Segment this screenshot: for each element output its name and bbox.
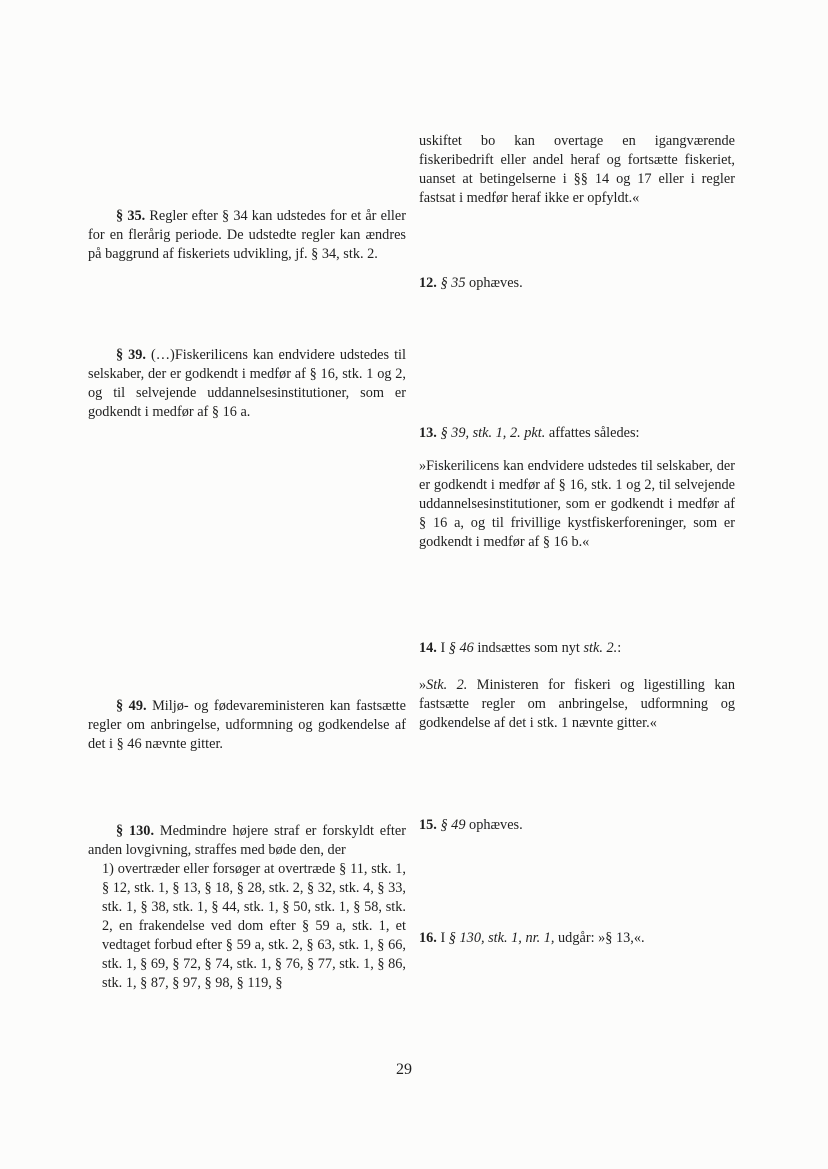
- item-number: 12.: [419, 275, 437, 291]
- section-130: [88, 822, 406, 993]
- item-number: 13.: [419, 425, 437, 441]
- item-reference: § 130, stk. 1, nr. 1,: [448, 930, 555, 946]
- item-text: udgår: »§ 13,«.: [554, 930, 645, 946]
- section-label: § 49.: [116, 698, 147, 714]
- amendment-continuation: [419, 132, 735, 208]
- section-label: § 39.: [116, 347, 147, 363]
- item-number: 14.: [419, 640, 437, 656]
- section-text: Miljø- og fødevareministeren kan fastsætte regler om anbringelse, udformning og godkendelse af det i § 46 nævnte gitter.: [88, 698, 406, 752]
- item-reference: § 39, stk. 1, 2. pkt.: [440, 425, 546, 441]
- section-text: Regler efter § 34 kan udstedes for et år eller for en flerårig periode. De udstedte regler kan ændres på baggrund af fiskeriets udvikling, jf. § 34, stk. 2.: [88, 208, 407, 262]
- section-label: § 35.: [116, 208, 146, 224]
- item-reference: § 35: [440, 275, 466, 291]
- section-39: [88, 346, 406, 422]
- amendment-13-quote: »Fiskerilicens kan endvidere udstedes til selskaber, der er godkendt i medfør af § 16, stk. 1 og 2, til selvejende uddannelsesinstitutioner, som er godkendt i medfør af § 16 a, og til frivillige kystfiskerforeninger, som er godkendt i medfør af § 16 b.«: [419, 458, 735, 550]
- section-text: (…)Fiskerilicens kan endvidere udstedes til selskaber, der er godkendt i medfør af § 16, stk. 1 og 2, og til selvejende uddannelsesinstitutioner, som er godkendt i medfør af § 16 a.: [88, 347, 406, 420]
- amendment-14: 14. I § 46 indsættes som nyt stk. 2.: »Stk. 2. Ministeren for fiskeri og ligestilling kan fastsætte regler om anbringelse, udformning og godkendelse af det i stk. 1 nævnte gitter.«: [419, 640, 735, 731]
- item-reference: § 49: [440, 817, 466, 833]
- section-text: Medmindre højere straf er forskyldt efter anden lovgivning, straffes med bøde den, der: [88, 823, 406, 858]
- item-text: affattes således:: [545, 425, 640, 441]
- amendment-16: 16. I § 130, stk. 1, nr. 1, udgår: »§ 13,«.: [419, 930, 645, 946]
- amendment-12: [419, 274, 735, 293]
- item-number: 15.: [419, 817, 437, 833]
- page-number: 29: [396, 1061, 412, 1078]
- section-130-item-1: 1) overtræder eller forsøger at overtræde § 11, stk. 1, § 12, stk. 1, § 13, § 18, § 28, stk. 2, § 32, stk. 4, § 33, stk. 1, § 38, stk. 1, § 44, stk. 1, § 50, stk. 1, § 58, stk. 2, en frakendelse ved dom efter § 59 a, stk. 1, et vedtaget forbud efter § 59 a, stk. 2, § 63, stk. 1, § 66, stk. 1, § 69, § 72, § 74, stk. 1, § 76, § 77, stk. 1, § 86, stk. 1, § 87, § 97, § 98, § 119, §: [102, 861, 406, 991]
- item-reference: § 46: [448, 640, 474, 656]
- amendment-13: [419, 424, 735, 552]
- section-label: § 130.: [116, 823, 155, 839]
- section-35: [88, 207, 406, 264]
- continuation-text: uskiftet bo kan overtage en igangværende fiskeribedrift eller andel heraf og fortsætte fiskeriet, uanset at betingelserne i §§ 14 og 17 eller i regler fastsat i medfør heraf ikke er opfyldt.«: [419, 133, 735, 206]
- section-49: [88, 697, 406, 754]
- amendment-14-quote: »Stk. 2. Ministeren for fiskeri og ligestilling kan fastsætte regler om anbringelse, udformning og godkendelse af det i stk. 1 nævnte gitter.«: [419, 677, 735, 731]
- item-text: ophæves.: [465, 817, 523, 833]
- amendment-15: [419, 816, 735, 835]
- item-number: 16.: [419, 930, 437, 946]
- item-text: ophæves.: [465, 275, 523, 291]
